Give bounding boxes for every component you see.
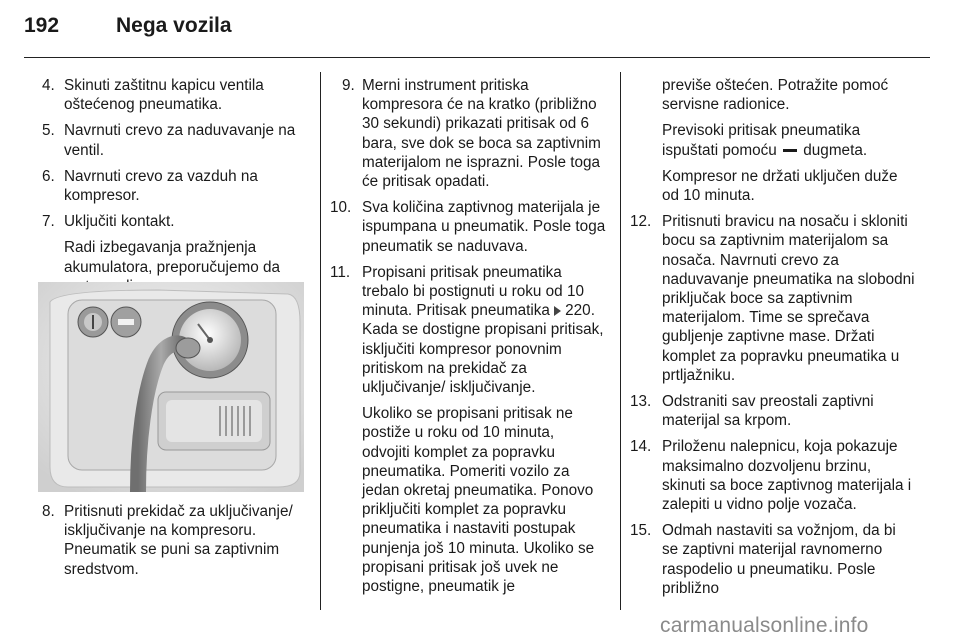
item-text: Pritisnuti bravicu na nosaču i skloniti bocu sa zaptivnim materijalom sa nosača. Navrnuti crevo za naduvavanje pneumatika na slobodni priključak boce sa zaptivnim materijalom. Time se sprečava gubljenje zaptivne mase. Držati komplet za popravku pneumatika u prtljažniku. [662, 213, 915, 384]
item-text: Uključiti kontakt. [64, 213, 175, 231]
item-number: 9. [342, 77, 355, 94]
item-number: 8. [42, 503, 55, 520]
item-number: 11. [330, 263, 351, 281]
item-text: Navrnuti crevo za naduvavanje na ventil. [64, 122, 296, 159]
item-text: Odstraniti sav preostali zaptivni materijal sa krpom. [662, 393, 874, 430]
list-item [330, 76, 606, 191]
page-number: 192 [24, 14, 60, 37]
item-number: 7. [42, 213, 55, 231]
column-1-bottom [42, 502, 308, 586]
compressor-illustration [38, 282, 304, 492]
watermark: carmanualsonline.info [660, 614, 869, 637]
item-number: 5. [42, 122, 55, 140]
item-text-part: Propisani pritisak pneumatika trebalo bi postignuti u roku od 10 minuta. Pritisak pneumatika [362, 263, 584, 320]
item-text: Merni instrument pritiska kompresora će na kratko (približno 30 sekundi) prikazati pritisak od 6 bara, sve dok se boca sa zaptivnim materijalom ne isprazni. Posle toga će pritisak opadati. [362, 77, 601, 191]
list-item [42, 167, 308, 205]
text-part: dugmeta. [803, 141, 868, 159]
list-item [330, 198, 606, 256]
reference-arrow-icon [554, 306, 561, 316]
header-rule [24, 57, 930, 58]
item-subtext: Ukoliko se propisani pritisak ne postiže u roku od 10 minuta, odvojiti komplet za popravku pneumatika. Pomeriti vozilo za jedan okretaj pneumatika. Ponovo priključiti komplet za popravku pneumatika i nastaviti postupak punjenja još 10 minuta. Ukoliko se propisani pritisak još uvek ne postigne, pneumatik je [362, 405, 595, 596]
column-1 [42, 76, 308, 303]
item-number: 10. [330, 199, 352, 217]
item-number: 15. [630, 522, 652, 540]
list-item [42, 76, 308, 114]
list-item [330, 263, 606, 596]
item-subtext: Radi izbegavanja pražnjenja akumulatora, preporučujemo da [64, 239, 280, 276]
continued-text: Kompresor ne držati uključen duže od 10 minuta. [662, 167, 898, 205]
page-reference[interactable]: 220 [565, 302, 591, 320]
list-item [42, 502, 308, 579]
list-item [630, 521, 916, 598]
item-text: Navrnuti crevo za vazduh na kompresor. [64, 167, 258, 205]
text-part: Previsoki pritisak pneumatika ispuštati pomoću [662, 122, 861, 159]
minus-button-icon [783, 149, 797, 152]
item-text: Pritisnuti prekidač za uključivanje/ isključivanje na kompresoru. Pneumatik se puni sa zaptivnim sredstvom. [64, 503, 293, 578]
list-item [630, 212, 916, 385]
list-item [630, 437, 916, 514]
page-title: Nega vozila [116, 14, 232, 37]
continued-text: previše oštećen. Potražite pomoć servisne radionice. [662, 77, 889, 114]
list-item [630, 392, 916, 430]
item-number: 14. [630, 438, 652, 456]
item-number: 12. [630, 213, 652, 231]
item-text: Sva količina zaptivnog materijala je ispumpana u pneumatik. Posle toga pneumatik se naduvava. [362, 199, 606, 255]
item-text [362, 263, 606, 397]
column-divider [620, 72, 621, 610]
item-text: Priloženu nalepnicu, koja pokazuje maksimalno dozvoljenu brzinu, skinuti sa boce zaptivnog materijala i zalepiti u vidno polje vozača. [662, 438, 912, 514]
continued-text [630, 121, 916, 159]
compressor-illustration-svg [38, 282, 304, 492]
item-text: Skinuti zaštitnu kapicu ventila oštećenog pneumatika. [64, 77, 264, 114]
item-number: 13. [630, 393, 652, 411]
column-divider [320, 72, 321, 610]
item-text: Odmah nastaviti sa vožnjom, da bi se zaptivni materijal ravnomerno raspodelio u pneumatiku. Posle približno [662, 522, 896, 597]
column-3 [630, 76, 916, 605]
item-number: 6. [42, 167, 55, 185]
item-text-part: . Kada se dostigne propisani pritisak, isključiti kompresor ponovnim pritiskom na prekidač za uključivanje/ isključivanje. [362, 302, 604, 397]
column-2 [330, 76, 606, 603]
item-number: 4. [42, 77, 55, 94]
list-item [42, 121, 308, 159]
